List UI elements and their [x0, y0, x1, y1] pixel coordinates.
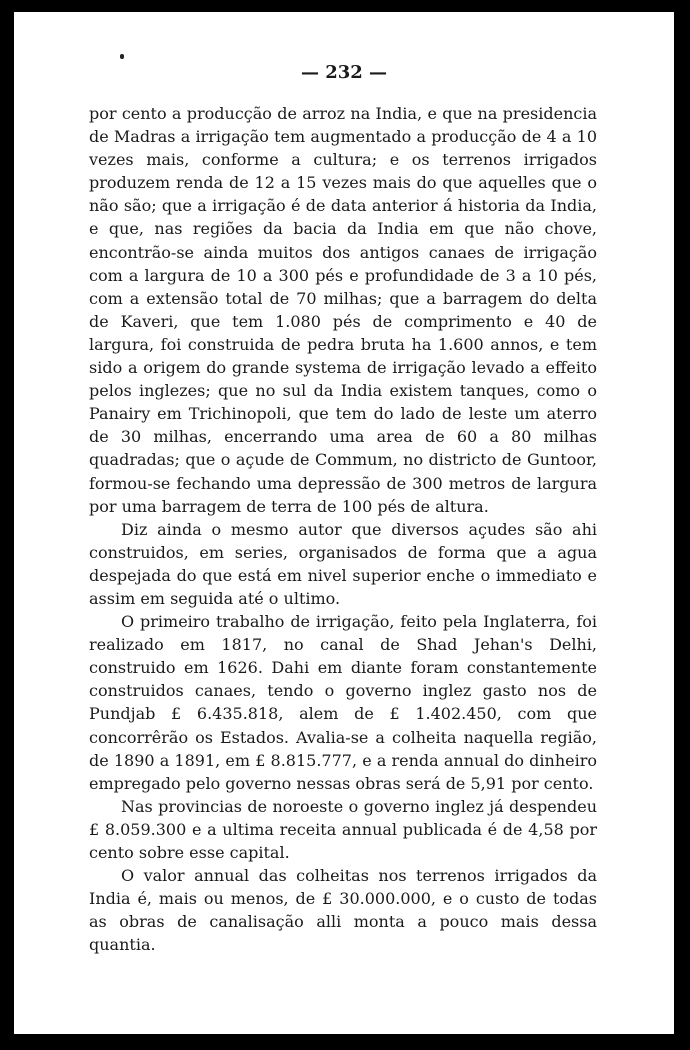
document-page [14, 12, 674, 1034]
page-number: — 232 — [300, 62, 388, 83]
paragraph-2: Diz ainda o mesmo autor que diversos açudes são ahi construidos, em series, organisados de forma que a agua despejada do que está em nivel superior enche o immediato e assim em seguida até o ultimo. [89, 519, 597, 608]
paragraph-1: por cento a producção de arroz na India, e que na presidencia de Madras a irrigação tem augmentado a producção de 4 a 10 vezes mais, conforme a cultura; e os terrenos irrigados produzem renda de 12 a 15 vezes mais do que aquelles que o não são; que a irrigação é de data anterior á historia da India, e que, nas regiões da bacia da India em que não chove, encontrão-se ainda muitos dos antigos canaes de irrigação com a largura de 10 a 300 pés e profundidade de 3 a 10 pés, com a extensão total de 70 milhas; que a barragem do delta de Kaveri, que tem 1.080 pés de comprimento e 40 de largura, foi construida de pedra bruta ha 1.600 annos, e tem sido a origem do grande systema de irrigação levado a effeito pelos inglezes; que no sul da India existem tanques, como o Panairy em Trichinopoli, que tem do lado de leste um aterro de 30 milhas, encerrando uma area de 60 a 80 milhas quadradas; que o açude de Commum, no districto de Guntoor, formou-se fechando uma depressão de 300 metros de largura por uma barragem de terra de 100 pés de altura. [89, 104, 597, 516]
paragraph-3: O primeiro trabalho de irrigação, feito pela Inglaterra, foi realizado em 1817, no canal de Shad Jehan's Delhi, construido em 1626. Dahi em diante foram constantemente construidos canaes, tendo o governo inglez gasto nos de Pundjab £ 6.435.818, alem de £ 1.402.450, com que concorrêrão os Estados. Avalia-se a colheita naquella região, de 1890 a 1891, em £ 8.815.777, e a renda annual do dinheiro empregado pelo governo nessas obras será de 5,91 por cento. [89, 612, 597, 793]
ink-speck [120, 54, 124, 59]
body-text [89, 102, 597, 956]
paragraph-4: Nas provincias de noroeste o governo inglez já despendeu £ 8.059.300 e a ultima receita annual publicada é de 4,58 por cento sobre esse capital. [89, 796, 597, 862]
paragraph-5: O valor annual das colheitas nos terrenos irrigados da India é, mais ou menos, de £ 30.000.000, e o custo de todas as obras de canalisação alli monta a pouco mais dessa quantia. [89, 866, 597, 955]
